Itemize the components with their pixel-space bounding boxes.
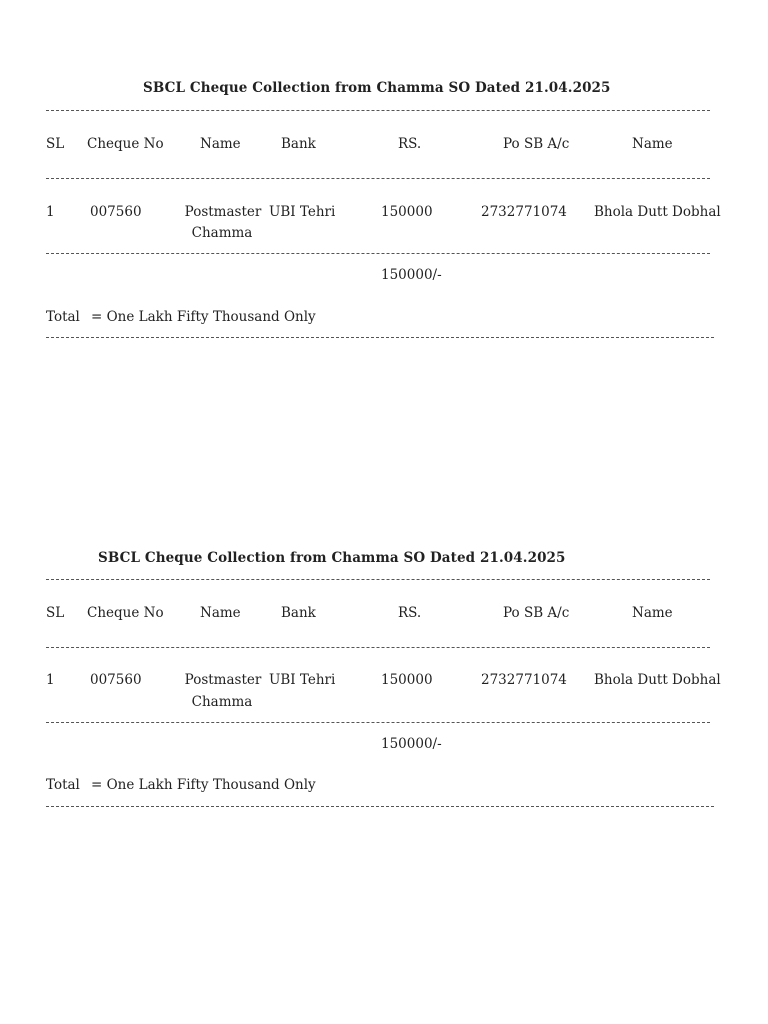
header-sl: SL [46,605,65,621]
total-in-words: = One Lakh Fifty Thousand Only [91,777,316,793]
divider [46,110,710,111]
table-row-name-line1: Postmaster [184,204,262,220]
divider [46,722,710,723]
sum-amount: 150000/- [381,267,442,283]
table-row-cheque-no: 007560 [90,204,142,220]
collection-section [0,80,768,380]
table-row-cheque-no: 007560 [90,672,142,688]
divider [46,178,710,179]
divider [46,579,710,580]
sum-amount: 150000/- [381,736,442,752]
divider [46,647,710,648]
header-bank: Bank [281,136,316,152]
divider [46,806,714,807]
divider [46,337,714,338]
divider [46,253,710,254]
table-row-po-sb-ac: 2732771074 [481,672,567,688]
table-row-rs: 150000 [381,204,433,220]
total-label: Total [46,777,80,793]
section-title: SBCL Cheque Collection from Chamma SO Dated 21.04.2025 [143,80,611,96]
header-payee-name: Name [632,136,673,152]
table-row-po-sb-ac: 2732771074 [481,204,567,220]
header-po-sb-ac: Po SB A/c [503,136,570,152]
table-row-sl: 1 [46,672,55,688]
total-label: Total [46,309,80,325]
table-row-sl: 1 [46,204,55,220]
header-name: Name [200,136,241,152]
header-rs: RS. [398,605,422,621]
table-row-name-line2: Chamma [191,225,253,241]
table-row-payee-name: Bhola Dutt Dobhal [594,204,721,220]
collection-section [0,550,768,850]
header-po-sb-ac: Po SB A/c [503,605,570,621]
table-row-payee-name: Bhola Dutt Dobhal [594,672,721,688]
header-rs: RS. [398,136,422,152]
table-row-rs: 150000 [381,672,433,688]
table-row-name-line1: Postmaster [184,672,262,688]
header-payee-name: Name [632,605,673,621]
table-row-name-line2: Chamma [191,694,253,710]
header-bank: Bank [281,605,316,621]
header-cheque-no: Cheque No [87,605,164,621]
total-in-words: = One Lakh Fifty Thousand Only [91,309,316,325]
table-row-bank: UBI Tehri [269,672,336,688]
header-name: Name [200,605,241,621]
header-sl: SL [46,136,65,152]
table-row-bank: UBI Tehri [269,204,336,220]
header-cheque-no: Cheque No [87,136,164,152]
section-title: SBCL Cheque Collection from Chamma SO Dated 21.04.2025 [98,550,566,566]
